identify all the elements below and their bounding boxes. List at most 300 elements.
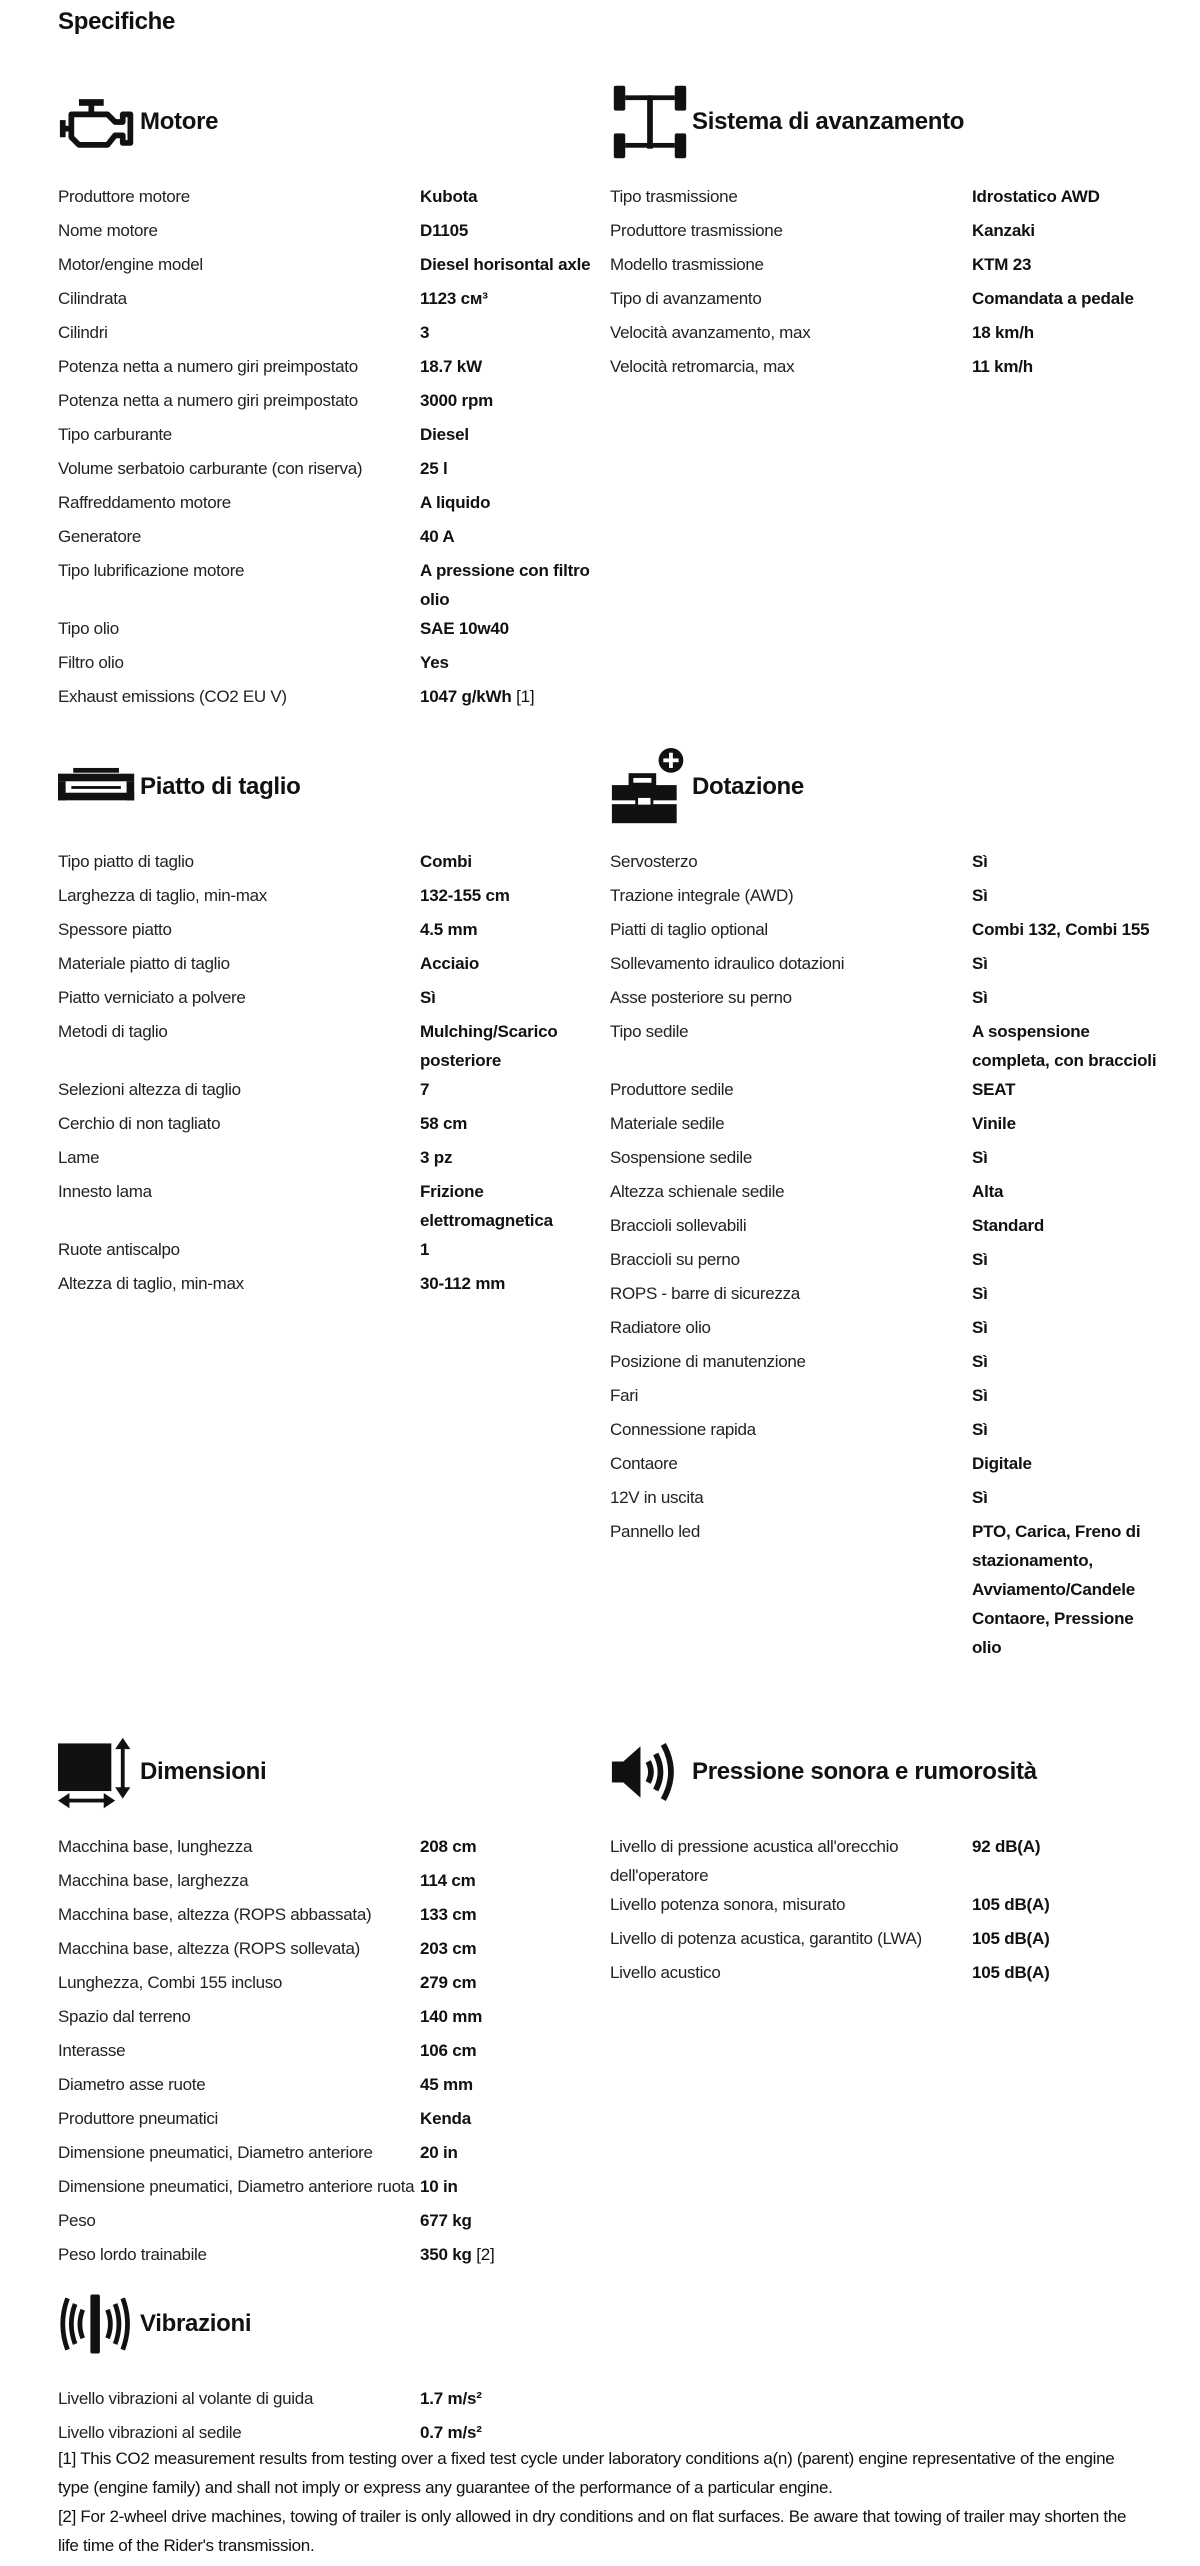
spec-value-text: 114 cm xyxy=(420,1871,476,1890)
spec-value-text: Sì xyxy=(972,886,988,905)
spec-value xyxy=(420,1968,610,2002)
cutting-deck-icon xyxy=(58,747,138,827)
spec-label: Raffreddamento motore xyxy=(58,493,231,512)
spec-label: Produttore motore xyxy=(58,187,190,206)
spec-value xyxy=(972,1279,1162,1313)
spec-value xyxy=(420,182,610,216)
spec-value xyxy=(420,2384,610,2418)
spec-row xyxy=(58,1900,610,1934)
spec-value xyxy=(972,1075,1162,1109)
spec-list xyxy=(58,1832,610,2274)
spec-row xyxy=(58,216,610,250)
spec-row xyxy=(610,1517,1162,1662)
section-title: Dotazione xyxy=(692,773,804,800)
spec-value-text: Sì xyxy=(972,1148,988,1167)
spec-value xyxy=(972,983,1162,1017)
spec-label: Materiale piatto di taglio xyxy=(58,954,230,973)
spec-label: Dimensione pneumatici, Diametro anteriore xyxy=(58,2143,373,2162)
spec-value xyxy=(420,648,610,682)
spec-label: Motor/engine model xyxy=(58,255,203,274)
spec-label: Cerchio di non tagliato xyxy=(58,1114,221,1133)
spec-value xyxy=(420,1109,610,1143)
spec-value xyxy=(420,2070,610,2104)
spec-label: Braccioli su perno xyxy=(610,1250,740,1269)
spec-row xyxy=(610,847,1162,881)
spec-value-text: Sì xyxy=(972,1488,988,1507)
spec-row xyxy=(58,1143,610,1177)
spec-value xyxy=(420,386,610,420)
spec-row xyxy=(58,1968,610,2002)
spec-value-text: Idrostatico AWD xyxy=(972,187,1100,206)
spec-value xyxy=(972,1211,1162,1245)
spec-label: Posizione di manutenzione xyxy=(610,1352,806,1371)
spec-value-text: 10 in xyxy=(420,2177,458,2196)
spec-row xyxy=(58,1177,610,1235)
spec-row xyxy=(58,983,610,1017)
spec-value xyxy=(420,216,610,250)
spec-row xyxy=(58,1235,610,1269)
spec-value xyxy=(972,284,1162,318)
spec-value-text: Kubota xyxy=(420,187,478,206)
spec-value xyxy=(420,1017,610,1075)
spec-label: Trazione integrale (AWD) xyxy=(610,886,794,905)
spec-value xyxy=(972,1517,1162,1662)
spec-row xyxy=(58,2138,610,2172)
spec-row xyxy=(610,1483,1162,1517)
spec-label: 12V in uscita xyxy=(610,1488,704,1507)
spec-value-text: 45 mm xyxy=(420,2075,473,2094)
spec-row xyxy=(610,182,1162,216)
spec-row xyxy=(610,352,1162,386)
spec-row xyxy=(610,1245,1162,1279)
spec-list xyxy=(58,2384,610,2452)
spec-value-text: 0.7 m/s² xyxy=(420,2423,482,2442)
spec-value xyxy=(420,881,610,915)
spec-value-text: 133 cm xyxy=(420,1905,477,1924)
spec-value xyxy=(972,949,1162,983)
spec-value-text: Kanzaki xyxy=(972,221,1035,240)
dimensions-icon xyxy=(58,1732,138,1812)
spec-value-text: 350 kg xyxy=(420,2245,472,2264)
spec-label: Filtro olio xyxy=(58,653,124,672)
spec-value-text: A sospensione completa, con braccioli xyxy=(972,1022,1157,1070)
spec-value xyxy=(420,915,610,949)
spec-label: Braccioli sollevabili xyxy=(610,1216,747,1235)
spec-value-text: 677 kg xyxy=(420,2211,472,2230)
spec-value-text: Frizione elettromagnetica xyxy=(420,1182,553,1230)
footnote-ref[interactable]: [2] xyxy=(476,2245,495,2264)
spec-value-text: Diesel horisontal axle xyxy=(420,255,591,274)
spec-value-text: SAE 10w40 xyxy=(420,619,509,638)
spec-label: Asse posteriore su perno xyxy=(610,988,792,1007)
spec-row xyxy=(610,216,1162,250)
section-header xyxy=(610,745,1162,829)
section-title: Dimensioni xyxy=(140,1758,267,1785)
spec-label: Exhaust emissions (CO2 EU V) xyxy=(58,687,287,706)
spec-row xyxy=(58,949,610,983)
spec-row xyxy=(610,1958,1162,1992)
spec-label: Ruote antiscalpo xyxy=(58,1240,180,1259)
spec-value-text: 20 in xyxy=(420,2143,458,2162)
spec-label: Tipo trasmissione xyxy=(610,187,738,206)
spec-value-text: 3 pz xyxy=(420,1148,453,1167)
spec-label: Dimensione pneumatici, Diametro anteriore ruota xyxy=(58,2177,415,2196)
spec-value xyxy=(972,1143,1162,1177)
spec-value xyxy=(972,847,1162,881)
spec-value xyxy=(420,556,610,614)
spec-value-text: 105 dB(A) xyxy=(972,1929,1050,1948)
spec-list xyxy=(58,847,610,1303)
spec-label: Interasse xyxy=(58,2041,126,2060)
spec-row xyxy=(610,1313,1162,1347)
spec-value xyxy=(972,1415,1162,1449)
spec-row xyxy=(58,2002,610,2036)
spec-label: Fari xyxy=(610,1386,639,1405)
spec-label: Cilindrata xyxy=(58,289,127,308)
section-header xyxy=(58,1730,610,1814)
spec-row xyxy=(58,915,610,949)
spec-row xyxy=(58,2240,610,2274)
section-dotazione xyxy=(610,745,1162,1662)
spec-row xyxy=(58,556,610,614)
spec-value-text: 1047 g/kWh xyxy=(420,687,512,706)
spec-label: Livello acustico xyxy=(610,1963,721,1982)
spec-value-text: 4.5 mm xyxy=(420,920,478,939)
spec-value-text: 11 km/h xyxy=(972,357,1033,376)
section-title: Pressione sonora e rumorosità xyxy=(692,1758,1037,1785)
spec-label: Macchina base, lunghezza xyxy=(58,1837,253,1856)
spec-row xyxy=(58,881,610,915)
spec-value xyxy=(420,1143,610,1177)
spec-value-text: 1.7 m/s² xyxy=(420,2389,482,2408)
spec-row xyxy=(58,2070,610,2104)
spec-value xyxy=(972,915,1162,949)
spec-value-text: 140 mm xyxy=(420,2007,483,2026)
spec-label: Diametro asse ruote xyxy=(58,2075,206,2094)
spec-value xyxy=(972,1924,1162,1958)
spec-label: Livello di pressione acustica all'orecchio dell'operatore xyxy=(610,1837,899,1885)
spec-value-text: 92 dB(A) xyxy=(972,1837,1041,1856)
spec-label: Selezioni altezza di taglio xyxy=(58,1080,241,1099)
spec-value xyxy=(972,1245,1162,1279)
spec-value-text: 58 cm xyxy=(420,1114,468,1133)
spec-label: Cilindri xyxy=(58,323,108,342)
spec-row xyxy=(610,1211,1162,1245)
spec-row xyxy=(610,284,1162,318)
section-header xyxy=(610,80,1162,164)
spec-value xyxy=(972,1832,1162,1890)
spec-value xyxy=(972,1483,1162,1517)
spec-label: Macchina base, altezza (ROPS sollevata) xyxy=(58,1939,360,1958)
spec-row xyxy=(610,1109,1162,1143)
spec-value xyxy=(420,1900,610,1934)
spec-row xyxy=(610,1347,1162,1381)
spec-label: Metodi di taglio xyxy=(58,1022,168,1041)
section-avanzamento xyxy=(610,80,1162,386)
spec-value-text: Comandata a pedale xyxy=(972,289,1134,308)
spec-value xyxy=(420,1832,610,1866)
spec-value-text: A liquido xyxy=(420,493,491,512)
spec-value xyxy=(420,284,610,318)
spec-label: Livello potenza sonora, misurato xyxy=(610,1895,846,1914)
spec-row xyxy=(58,614,610,648)
spec-row xyxy=(610,983,1162,1017)
spec-row xyxy=(58,847,610,881)
section-header xyxy=(58,2282,610,2366)
spec-label: Modello trasmissione xyxy=(610,255,764,274)
spec-row xyxy=(58,1109,610,1143)
section-title: Sistema di avanzamento xyxy=(692,108,965,135)
spec-value xyxy=(420,847,610,881)
spec-label: Altezza schienale sedile xyxy=(610,1182,785,1201)
spec-value xyxy=(972,881,1162,915)
spec-row xyxy=(58,284,610,318)
spec-list xyxy=(610,182,1162,386)
spec-value-text: 1 xyxy=(420,1240,430,1259)
spec-value xyxy=(972,1890,1162,1924)
spec-value-text: Acciaio xyxy=(420,954,480,973)
spec-label: Produttore pneumatici xyxy=(58,2109,219,2128)
spec-value xyxy=(420,983,610,1017)
spec-row xyxy=(610,1381,1162,1415)
spec-value-text: 203 cm xyxy=(420,1939,477,1958)
spec-value-text: 105 dB(A) xyxy=(972,1895,1050,1914)
spec-label: Produttore sedile xyxy=(610,1080,734,1099)
spec-label: Contaore xyxy=(610,1454,678,1473)
spec-value-text: Sì xyxy=(972,988,988,1007)
spec-label: Potenza netta a numero giri preimpostato xyxy=(58,357,358,376)
spec-value-text: Sì xyxy=(972,1318,988,1337)
toolbox-plus-icon xyxy=(610,747,690,827)
spec-value-text: Standard xyxy=(972,1216,1045,1235)
spec-row xyxy=(58,2172,610,2206)
spec-label: Pannello led xyxy=(610,1522,700,1541)
spec-row xyxy=(58,454,610,488)
spec-value-text: Sì xyxy=(972,1420,988,1439)
spec-row xyxy=(610,1890,1162,1924)
spec-row xyxy=(58,250,610,284)
spec-row xyxy=(610,881,1162,915)
spec-value-text: Combi 132, Combi 155 xyxy=(972,920,1150,939)
spec-row xyxy=(58,1269,610,1303)
spec-label: Volume serbatoio carburante (con riserva) xyxy=(58,459,363,478)
spec-label: Macchina base, altezza (ROPS abbassata) xyxy=(58,1905,372,1924)
spec-value-text: Digitale xyxy=(972,1454,1032,1473)
spec-value-text: D1105 xyxy=(420,221,469,240)
spec-value-text: 25 l xyxy=(420,459,448,478)
spec-label: Servosterzo xyxy=(610,852,698,871)
spec-label: Velocità retromarcia, max xyxy=(610,357,795,376)
spec-value-text: Kenda xyxy=(420,2109,471,2128)
spec-label: Tipo lubrificazione motore xyxy=(58,561,245,580)
spec-value-text: 3 xyxy=(420,323,430,342)
spec-value xyxy=(972,352,1162,386)
spec-row xyxy=(58,682,610,716)
spec-label: Altezza di taglio, min-max xyxy=(58,1274,244,1293)
spec-row xyxy=(610,250,1162,284)
speaker-icon xyxy=(610,1732,690,1812)
section-motore xyxy=(58,80,610,716)
spec-value xyxy=(420,250,610,284)
spec-row xyxy=(610,1415,1162,1449)
spec-row xyxy=(58,2384,610,2418)
spec-row xyxy=(58,386,610,420)
spec-label: Tipo olio xyxy=(58,619,119,638)
spec-row xyxy=(610,1832,1162,1890)
spec-value xyxy=(420,1866,610,1900)
spec-value xyxy=(420,2206,610,2240)
spec-label: Piatti di taglio optional xyxy=(610,920,768,939)
spec-value xyxy=(420,1177,610,1235)
spec-row xyxy=(610,1449,1162,1483)
vibration-icon xyxy=(58,2284,138,2364)
spec-label: Piatto verniciato a polvere xyxy=(58,988,246,1007)
spec-value-text: Sì xyxy=(972,1386,988,1405)
section-header xyxy=(58,745,610,829)
spec-value-text: Sì xyxy=(972,1352,988,1371)
page-title: Specifiche xyxy=(58,8,176,35)
spec-value xyxy=(972,1313,1162,1347)
drivetrain-icon xyxy=(610,82,690,162)
spec-value xyxy=(420,522,610,556)
spec-value xyxy=(972,1347,1162,1381)
spec-list xyxy=(58,182,610,716)
spec-value xyxy=(420,2172,610,2206)
spec-value-text: Sì xyxy=(972,1250,988,1269)
spec-value xyxy=(420,1934,610,1968)
spec-value-text: 105 dB(A) xyxy=(972,1963,1050,1982)
spec-value xyxy=(420,488,610,522)
spec-value xyxy=(420,614,610,648)
spec-row xyxy=(58,1934,610,1968)
spec-value-text: Sì xyxy=(972,1284,988,1303)
footnote-ref[interactable]: [1] xyxy=(516,687,535,706)
spec-row xyxy=(58,352,610,386)
spec-value-text: Mulching/Scarico posteriore xyxy=(420,1022,558,1070)
spec-row xyxy=(610,915,1162,949)
spec-value xyxy=(972,182,1162,216)
section-title: Motore xyxy=(140,108,219,135)
spec-row xyxy=(610,1177,1162,1211)
spec-label: Tipo sedile xyxy=(610,1022,689,1041)
spec-row xyxy=(610,318,1162,352)
spec-label: Tipo piatto di taglio xyxy=(58,852,194,871)
spec-list xyxy=(610,847,1162,1662)
spec-label: Larghezza di taglio, min-max xyxy=(58,886,267,905)
spec-value-text: 1123 cм³ xyxy=(420,289,488,308)
spec-label: Livello vibrazioni al sedile xyxy=(58,2423,242,2442)
spec-row xyxy=(58,420,610,454)
spec-label: Lunghezza, Combi 155 incluso xyxy=(58,1973,283,1992)
spec-value xyxy=(420,454,610,488)
spec-value-text: SEAT xyxy=(972,1080,1016,1099)
spec-value-text: PTO, Carica, Freno di stazionamento, Avviamento/Candele Contaore, Pressione olio xyxy=(972,1522,1141,1657)
spec-label: Materiale sedile xyxy=(610,1114,725,1133)
footnote: [1] This CO2 measurement results from testing over a fixed test cycle under laboratory conditions a(n) (parent) engine representative of the engine type (engine family) and shall not imply or express any guarantee of the performance of a particular engine. xyxy=(58,2449,1115,2497)
spec-value-text: Sì xyxy=(972,954,988,973)
spec-label: Spazio dal terreno xyxy=(58,2007,191,2026)
spec-label: Peso lordo trainabile xyxy=(58,2245,207,2264)
spec-row xyxy=(610,1279,1162,1313)
spec-row xyxy=(610,949,1162,983)
spec-value xyxy=(420,2036,610,2070)
spec-value xyxy=(420,420,610,454)
footnotes xyxy=(58,2444,1148,2560)
spec-value xyxy=(972,1109,1162,1143)
spec-row xyxy=(58,318,610,352)
spec-value xyxy=(420,1075,610,1109)
spec-value xyxy=(972,1958,1162,1992)
spec-row xyxy=(58,1075,610,1109)
spec-value-text: Vinile xyxy=(972,1114,1016,1133)
spec-value-text: Sì xyxy=(420,988,436,1007)
spec-label: Spessore piatto xyxy=(58,920,172,939)
spec-row xyxy=(58,1866,610,1900)
spec-value-text: 106 cm xyxy=(420,2041,477,2060)
section-title: Vibrazioni xyxy=(140,2310,252,2337)
footnote: [2] For 2-wheel drive machines, towing of trailer is only allowed in dry conditions and on flat surfaces. Be aware that towing of trailer may shorten the life time of the Rider's transmission. xyxy=(58,2507,1127,2555)
spec-value-text: 208 cm xyxy=(420,1837,477,1856)
spec-label: Lame xyxy=(58,1148,100,1167)
spec-row xyxy=(58,2036,610,2070)
spec-value-text: Alta xyxy=(972,1182,1004,1201)
spec-value xyxy=(420,2002,610,2036)
section-title: Piatto di taglio xyxy=(140,773,301,800)
spec-value xyxy=(972,1177,1162,1211)
spec-label: Produttore trasmissione xyxy=(610,221,783,240)
section-pressione xyxy=(610,1730,1162,1992)
spec-value-text: 132-155 cm xyxy=(420,886,510,905)
spec-row xyxy=(58,182,610,216)
spec-value xyxy=(972,1017,1162,1075)
spec-value-text: Combi xyxy=(420,852,472,871)
spec-value xyxy=(420,682,610,716)
spec-value-text: Yes xyxy=(420,653,449,672)
spec-row xyxy=(610,1017,1162,1075)
spec-value xyxy=(420,1269,610,1303)
section-piatto xyxy=(58,745,610,1303)
spec-label: Generatore xyxy=(58,527,141,546)
spec-value xyxy=(420,2104,610,2138)
spec-label: Livello di potenza acustica, garantito (LWA) xyxy=(610,1929,922,1948)
spec-row xyxy=(610,1143,1162,1177)
spec-label: Tipo carburante xyxy=(58,425,172,444)
spec-value xyxy=(420,949,610,983)
section-header xyxy=(58,80,610,164)
section-dimensioni xyxy=(58,1730,610,2274)
spec-value-text: 7 xyxy=(420,1080,430,1099)
spec-row xyxy=(58,1832,610,1866)
spec-row xyxy=(58,522,610,556)
spec-value xyxy=(420,318,610,352)
spec-row xyxy=(58,488,610,522)
spec-label: Macchina base, larghezza xyxy=(58,1871,249,1890)
spec-label: Sospensione sedile xyxy=(610,1148,753,1167)
spec-row xyxy=(610,1075,1162,1109)
spec-value-text: 18 km/h xyxy=(972,323,1034,342)
spec-value xyxy=(972,1381,1162,1415)
spec-row xyxy=(58,2206,610,2240)
spec-value xyxy=(972,1449,1162,1483)
spec-value-text: 40 A xyxy=(420,527,455,546)
spec-value xyxy=(420,2138,610,2172)
spec-label: Sollevamento idraulico dotazioni xyxy=(610,954,845,973)
spec-row xyxy=(58,648,610,682)
engine-icon xyxy=(58,82,138,162)
spec-label: Connessione rapida xyxy=(610,1420,756,1439)
spec-value-text: Sì xyxy=(972,852,988,871)
spec-value xyxy=(420,2240,610,2274)
